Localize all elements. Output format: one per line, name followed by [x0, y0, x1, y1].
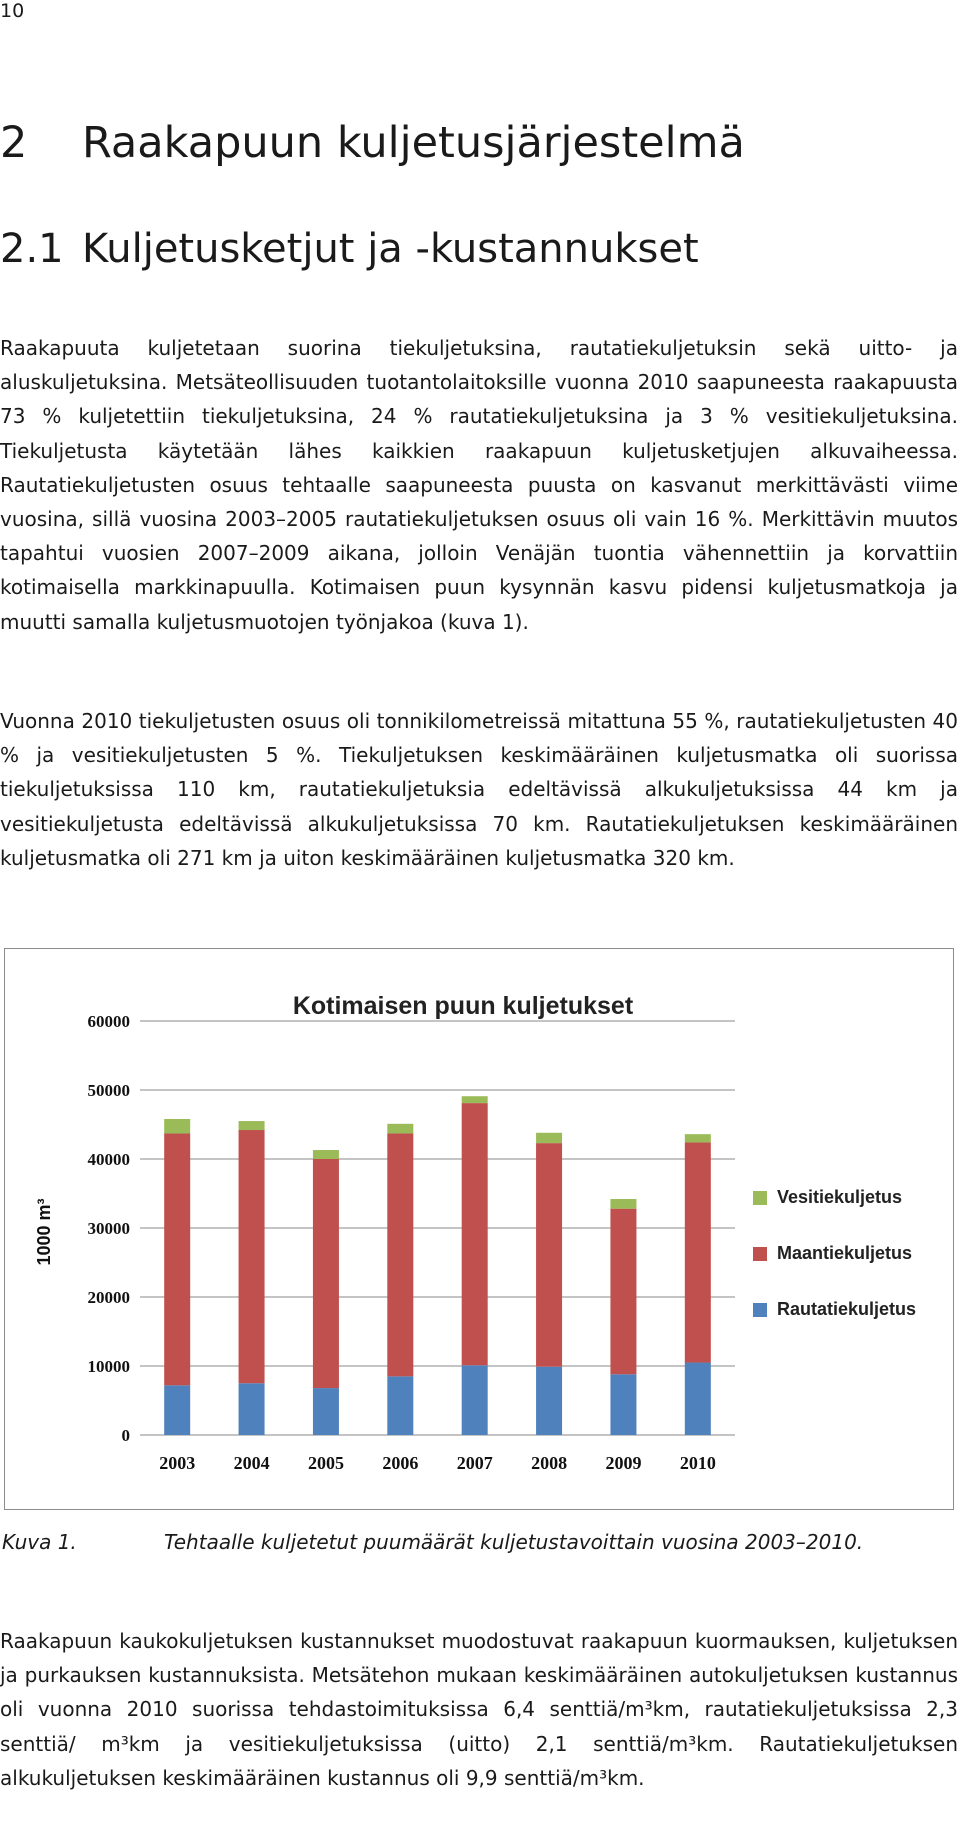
- x-tick-label: 2009: [605, 1453, 642, 1473]
- legend-label: Vesitiekuljetus: [777, 1187, 903, 1207]
- y-tick-label: 30000: [87, 1219, 130, 1238]
- bar-segment: [164, 1385, 190, 1435]
- y-tick-label: 0: [121, 1426, 130, 1445]
- bar-segment: [313, 1150, 339, 1159]
- bar-segment: [685, 1363, 711, 1435]
- bar-segment: [610, 1199, 636, 1209]
- x-tick-label: 2005: [307, 1453, 344, 1473]
- legend-swatch: [753, 1191, 767, 1205]
- bar-segment: [387, 1124, 413, 1134]
- bar-segment: [164, 1133, 190, 1385]
- bar-segment: [462, 1365, 488, 1435]
- y-tick-label: 50000: [87, 1081, 130, 1100]
- y-tick-label: 40000: [87, 1150, 130, 1169]
- chapter-number: 2: [0, 118, 28, 168]
- bar-segment: [685, 1134, 711, 1142]
- x-tick-label: 2008: [531, 1453, 568, 1473]
- x-tick-label: 2006: [382, 1453, 419, 1473]
- chapter-title: Raakapuun kuljetusjärjestelmä: [82, 118, 745, 168]
- page-number: 10: [0, 0, 25, 22]
- y-axis-label: 1000 m³: [34, 1198, 54, 1266]
- x-tick-label: 2004: [233, 1453, 270, 1473]
- bar-segment: [462, 1103, 488, 1365]
- figure-caption-text: Tehtaalle kuljetetut puumäärät kuljetustavoittain vuosina 2003–2010.: [164, 1530, 864, 1554]
- bar-segment: [313, 1159, 339, 1388]
- x-tick-label: 2007: [456, 1453, 493, 1473]
- section-heading: [0, 226, 699, 272]
- chart-title: Kotimaisen puun kuljetukset: [292, 992, 634, 1020]
- paragraph-transport-chains: Raakapuuta kuljetetaan suorina tiekuljetuksina, rautatiekuljetuksin sekä uitto- ja aluskuljetuksina. Metsäteollisuuden tuotantolaitoksille vuonna 2010 saapuneesta raakapuusta 73 % kuljetettiin tiekuljetuksina, 24 % rautatiekuljetuksina ja 3 % vesitiekuljetuksina. Tiekuljetusta käytetään lähes kaikkien raakapuun kuljetusketjujen alkuvaiheessa. Rautatiekuljetusten osuus tehtaalle saapuneesta puusta on kasvanut merkittävästi viime vuosina, sillä vuosina 2003–2005 rautatiekuljetuksen osuus oli vain 16 %. Merkittävin muutos tapahtui vuosien 2007–2009 aikana, jolloin Venäjän tuontia vähennettiin ja korvattiin kotimaisella markkinapuulla. Kotimaisen puun kysynnän kasvu pidensi kuljetusmatkoja ja muutti samalla kuljetusmuotojen työnjakoa (kuva 1).: [0, 336, 958, 634]
- bar-segment: [610, 1209, 636, 1375]
- bar-segment: [462, 1096, 488, 1103]
- bar-segment: [239, 1130, 265, 1383]
- bar-segment: [685, 1142, 711, 1362]
- bar-segment: [387, 1376, 413, 1435]
- y-tick-label: 10000: [87, 1357, 130, 1376]
- paragraph-transport-distances: Vuonna 2010 tiekuljetusten osuus oli tonnikilometreissä mitattuna 55 %, rautatiekuljetusten 40 % ja vesitiekuljetusten 5 %. Tiekuljetuksen keskimääräinen kuljetusmatka oli suorissa tiekuljetuksissa 110 km, rautatiekuljetuksia edeltävissä alkukuljetuksissa 44 km ja vesitiekuljetusta edeltävissä alkukuljetuksissa 70 km. Rautatiekuljetuksen keskimääräinen kuljetusmatka oli 271 km ja uiton keskimääräinen kuljetusmatka 320 km.: [0, 709, 958, 870]
- chapter-heading: [0, 118, 745, 168]
- stacked-bar-chart: [5, 949, 955, 1511]
- section-number: 2.1: [0, 226, 64, 272]
- bar-segment: [536, 1143, 562, 1367]
- legend-swatch: [753, 1247, 767, 1261]
- bar-segment: [239, 1383, 265, 1435]
- legend-label: Rautatiekuljetus: [777, 1299, 917, 1319]
- bar-segment: [313, 1388, 339, 1435]
- y-tick-label: 20000: [87, 1288, 130, 1307]
- x-tick-label: 2003: [159, 1453, 196, 1473]
- y-tick-label: 60000: [87, 1012, 130, 1031]
- figure-chart: [4, 948, 954, 1510]
- bar-segment: [387, 1133, 413, 1376]
- legend-swatch: [753, 1303, 767, 1317]
- figure-caption-label: Kuva 1.: [2, 1530, 77, 1554]
- x-tick-label: 2010: [679, 1453, 716, 1473]
- legend-label: Maantiekuljetus: [777, 1243, 913, 1263]
- bar-segment: [239, 1121, 265, 1130]
- paragraph-transport-costs: Raakapuun kaukokuljetuksen kustannukset muodostuvat raakapuun kuormauksen, kuljetuksen ja purkauksen kustannuksista. Metsätehon mukaan keskimääräinen autokuljetuksen kustannus oli vuonna 2010 suorissa tehdastoimituksissa 6,4 senttiä/m³km, rautatiekuljetuksissa 2,3 senttiä/ m³km ja vesitiekuljetuksissa (uitto) 2,1 senttiä/m³km. Rautatiekuljetuksen alkukuljetuksen keskimääräinen kustannus oli 9,9 senttiä/m³km.: [0, 1629, 958, 1790]
- bar-segment: [610, 1374, 636, 1435]
- section-title: Kuljetusketjut ja -kustannukset: [82, 226, 699, 272]
- bar-segment: [536, 1133, 562, 1143]
- bar-segment: [536, 1367, 562, 1435]
- bar-segment: [164, 1119, 190, 1133]
